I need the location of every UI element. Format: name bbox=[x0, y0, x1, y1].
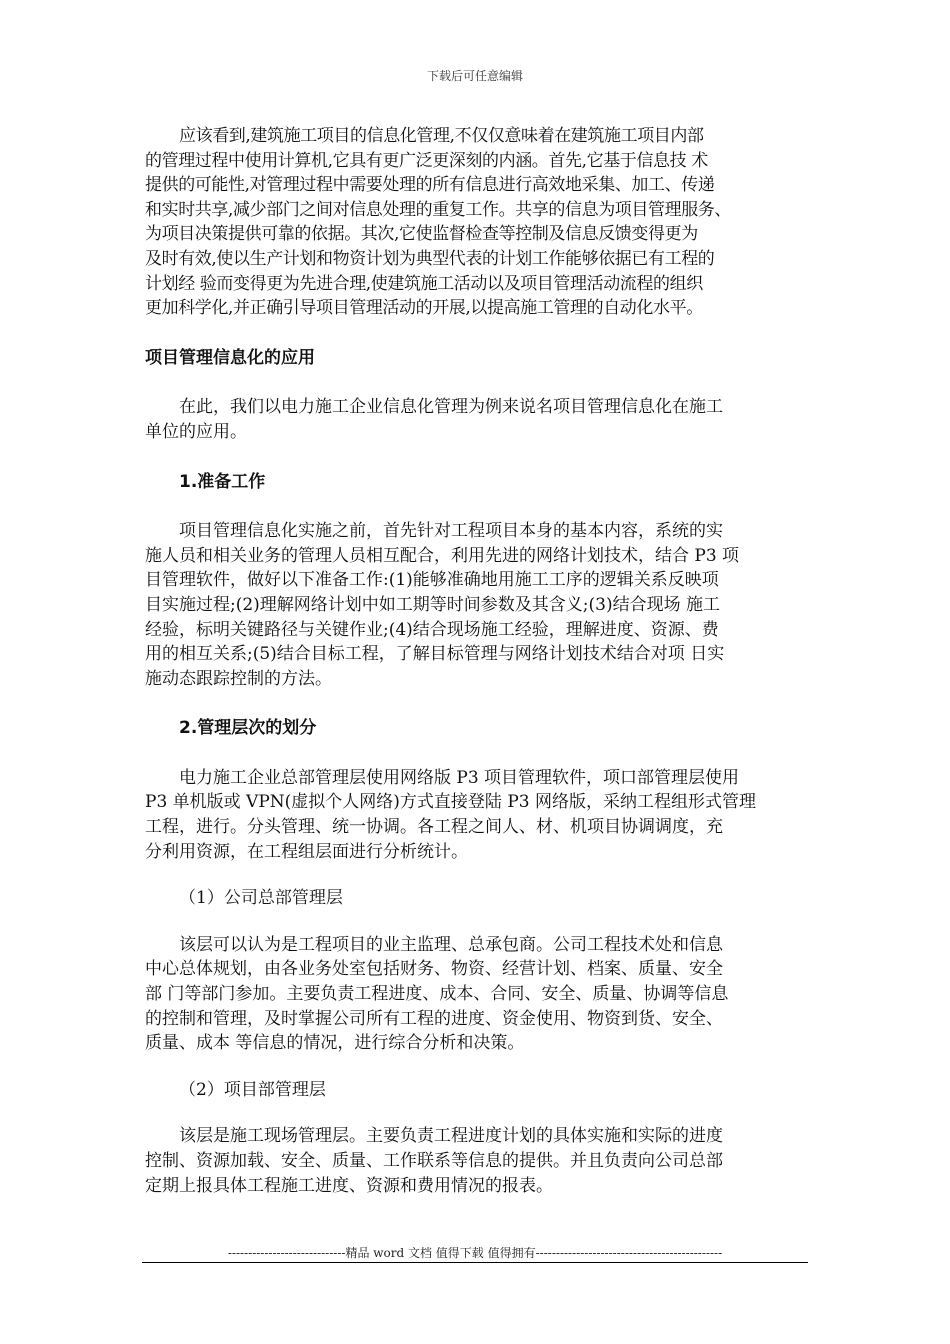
subheading-project-department-level: （2）项目部管理层 bbox=[179, 1079, 326, 1100]
subheading-headquarters-level: （1）公司总部管理层 bbox=[179, 888, 343, 909]
document-body bbox=[145, 124, 810, 1198]
footer-divider bbox=[142, 1262, 808, 1263]
paragraph-management-levels: 电力施工企业总部管理层使用网络版 P3 项目管理软件，项口部管理层使用 P3 单机版或 VPN(虚拟个人网络)方式直接登陆 P3 网络版，采纳工程组形式管理 工程，进行。分头管理、统一协调。各工程之间人、材、机项目协调调度，充 分利用资源，在工程组层面进行分析统计。 bbox=[145, 767, 756, 862]
paragraph-informatization-meaning: 应该看到,建筑施工项目的信息化管理,不仅仅意味着在建筑施工项目内部 的管理过程中使用计算机,它具有更广泛更深刻的内涵。首先,它基于信息技 术 提供的可能性,对管理过程中需要处理的所有信息进行高效地采集、加工、传递 和实时共享,减少部门之间对信息处理的重复工作。共享的信息为项目管理服务、 为项目决策提供可靠的依据。其次,它使监督检查等控制及信息反馈变得更为 及时有效,使以生产计划和物资计划为典型代表的计划工作能够依据已有工程的 计划经 验而变得更为先进合理,使建筑施工活动以及项目管理活动流程的组织 更加科学化,并正确引导项目管理活动的开展,以提高施工管理的自动化水平。 bbox=[145, 126, 732, 319]
paragraph-headquarters-level: 该层可以认为是工程项目的业主监理、总承包商。公司工程技术处和信息 中心总体规划，由各业务处室包括财务、物资、经营计划、档案、质量、安全 部 门等部门参加。主要负责工程进度、成本、合同、安全、质量、协调等信息 的控制和管理，及时掌握公司所有工程的进度、资金使用、物资到货、安全、 质量、成本 等信息的情况，进行综合分析和决策。 bbox=[145, 934, 729, 1054]
paragraph-power-enterprise-example: 在此，我们以电力施工企业信息化管理为例来说名项目管理信息化在施工 单位的应用。 bbox=[145, 397, 723, 442]
page-header-note: 下载后可任意编辑 bbox=[426, 69, 523, 83]
section-heading-preparation: 1.准备工作 bbox=[179, 471, 266, 492]
paragraph-project-department-level: 该层是施工现场管理层。主要负责工程进度计划的具体实施和实际的进度 控制、资源加载、安全、质量、工作联系等信息的提供。并且负责向公司总部 定期上报具体工程施工进度、资源和费用情况的报表。 bbox=[145, 1126, 723, 1196]
section-heading-management-levels: 2.管理层次的划分 bbox=[179, 718, 317, 739]
section-heading-application: 项目管理信息化的应用 bbox=[145, 347, 315, 368]
page-footer-note: -----------------------------精品 word 文档 值得下载 值得拥有---------------------------------------------- bbox=[227, 1246, 723, 1260]
paragraph-preparation-work: 项目管理信息化实施之前，首先针对工程项目本身的基本内容，系统的实 施人员和相关业务的管理人员相互配合，利用先进的网络计划技术，结合 P3 项 目管理软件，做好以下准备工作:(1)能够准确地用施工工序的逻辑关系反映项 目实施过程;(2)理解网络计划中如工期等时间参数及其含义;(3)结合现场 施工 经验，标明关键路径与关键作业;(4)结合现场施工经验，理解进度、资源、费 用的相互关系;(5)结合目标工程，了解目标管理与网络计划技术结合对项 日实 施动态跟踪控制的方法。 bbox=[145, 521, 740, 689]
